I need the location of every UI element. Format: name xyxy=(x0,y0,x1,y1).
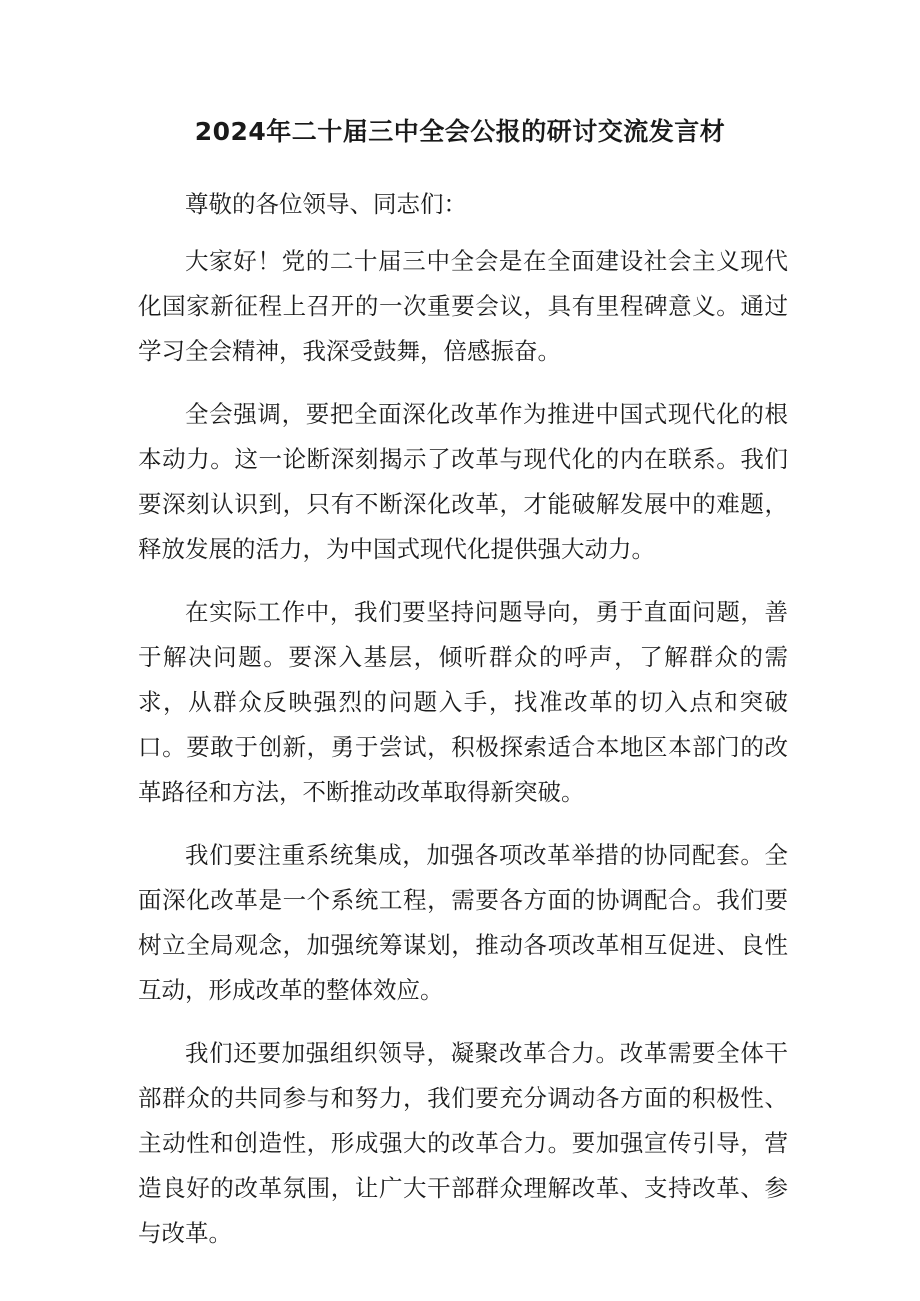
document-body xyxy=(138,182,788,1256)
paragraph: 我们要注重系统集成，加强各项改革举措的协同配套。全面深化改革是一个系统工程，需要各方面的协调配合。我们要树立全局观念，加强统筹谋划，推动各项改革相互促进、良性互动，形成改革的整体效应。 xyxy=(138,841,788,1004)
paragraph: 大家好！党的二十届三中全会是在全面建设社会主义现代化国家新征程上召开的一次重要会议，具有里程碑意义。通过学习全会精神，我深受鼓舞，倍感振奋。 xyxy=(138,247,788,365)
paragraph: 全会强调，要把全面深化改革作为推进中国式现代化的根本动力。这一论断深刻揭示了改革与现代化的内在联系。我们要深刻认识到，只有不断深化改革，才能破解发展中的难题，释放发展的活力，为中国式现代化提供强大动力。 xyxy=(138,400,788,563)
paragraph: 在实际工作中，我们要坚持问题导向，勇于直面问题，善于解决问题。要深入基层，倾听群众的呼声，了解群众的需求，从群众反映强烈的问题入手，找准改革的切入点和突破口。要敢于创新，勇于尝试，积极探索适合本地区本部门的改革路径和方法，不断推动改革取得新突破。 xyxy=(138,598,788,806)
document-title: 2024年二十届三中全会公报的研讨交流发言材 xyxy=(194,117,726,146)
salutation: 尊敬的各位领导、同志们： xyxy=(185,190,467,218)
paragraph: 我们还要加强组织领导，凝聚改革合力。改革需要全体干部群众的共同参与和努力，我们要充分调动各方面的积极性、主动性和创造性，形成强大的改革合力。要加强宣传引导，营造良好的改革氛围，让广大干部群众理解改革、支持改革、参与改革。 xyxy=(138,1039,788,1247)
